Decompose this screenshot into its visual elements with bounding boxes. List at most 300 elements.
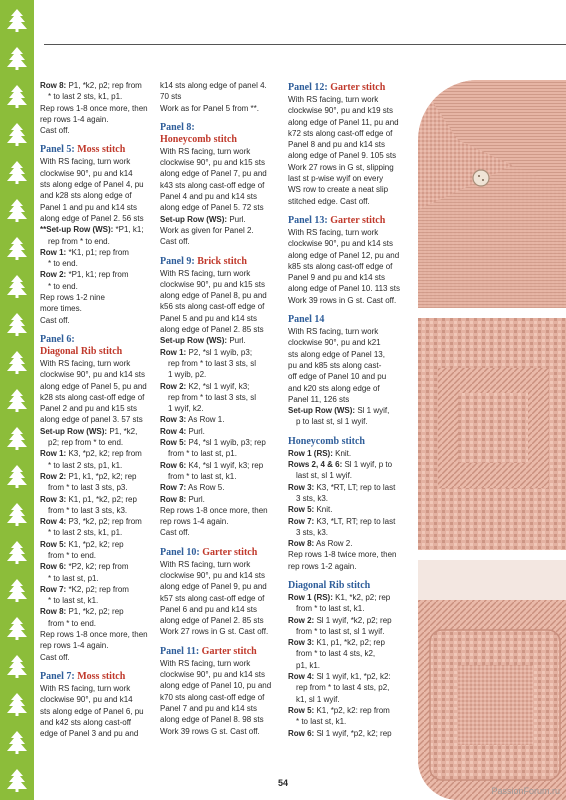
text-line [160, 669, 280, 680]
instruction-text: along edge of Panel 2. 85 sts [160, 325, 264, 335]
instruction-text: Sl 1 wyif, k1, *p2, k2: [314, 672, 391, 682]
text-line [160, 91, 280, 102]
text-line [288, 383, 413, 394]
tree-icon [5, 768, 29, 792]
text-line [40, 358, 155, 369]
text-line [40, 414, 155, 425]
panel-9-heading: Panel 9: Brick stitch [160, 255, 247, 267]
text-line [160, 703, 280, 714]
row-label: Row 2: [160, 381, 187, 391]
text-line [40, 460, 155, 471]
instruction-text: clockwise 90°, pu and k14 sts [160, 670, 266, 680]
instruction-text: Cast off. [40, 126, 70, 136]
panel-11-heading: Panel 11: Garter stitch [160, 645, 257, 657]
instruction-text: and k20 sts along edge of [288, 383, 380, 393]
diagonal-rib-body [288, 592, 413, 739]
instruction-text: Cast off. [40, 315, 70, 325]
row-label: Row 6: [288, 728, 315, 738]
instruction-text: As Row 5. [186, 483, 225, 493]
instruction-text: Work 39 rows G st. Cast off. [160, 726, 260, 736]
instruction-text: Rep rows 1-8 once more, then [160, 505, 268, 515]
instruction-text: p1, k1. [296, 660, 321, 670]
tree-icon [5, 426, 29, 450]
text-line [160, 626, 280, 637]
instruction-text: and k28 sts along edge of [40, 191, 132, 201]
instruction-text: k70 sts along cast-off edge of [160, 692, 265, 702]
text-line [288, 682, 413, 693]
instruction-text: Knit. [314, 505, 333, 515]
instruction-text: Panel 4 and pu and k14 sts [160, 192, 257, 202]
instruction-text: With RS facing, turn work [160, 559, 251, 569]
tree-icon [5, 160, 29, 184]
text-line [40, 573, 155, 584]
text-line [160, 225, 280, 236]
text-line [288, 94, 413, 105]
instruction-text: rep rows 1-2 again. [288, 561, 357, 571]
instruction-text: K1, p1, *k2, p2; rep [314, 638, 385, 648]
instruction-text: Panel 7 and pu and k14 sts [160, 703, 257, 713]
photo-column [418, 80, 566, 780]
text-line [40, 629, 155, 640]
text-line [160, 516, 280, 527]
text-line [160, 268, 280, 279]
text-line [40, 561, 155, 572]
instruction-text: along edge of Panel 2. 85 sts [160, 616, 264, 626]
instruction-text: Rep rows 1-2 nine [40, 293, 105, 303]
row-label: Row 5: [160, 438, 187, 448]
tree-icon [5, 312, 29, 336]
text-line [40, 236, 155, 247]
instruction-text: sts along edge of Panel 4, pu [40, 180, 144, 190]
text-line [160, 615, 280, 626]
tree-icon [5, 730, 29, 754]
instruction-text: clockwise 90°, pu and k14 sts [160, 570, 266, 580]
text-line [40, 539, 155, 550]
row-label: Row 5: [40, 539, 67, 549]
instruction-text: and k42 sts along cast-off [40, 717, 132, 727]
panel-14-body [288, 326, 413, 428]
instruction-text: k1, sl 1 wyif. [296, 694, 340, 704]
row-label: Row 6: [160, 460, 187, 470]
text-line [160, 426, 280, 437]
instruction-text: from * to last st, p1. [168, 449, 237, 459]
text-line [288, 105, 413, 116]
instruction-text: k56 sts along cast-off edge of [160, 302, 265, 312]
instruction-text: K3, *LT, RT; rep to last [314, 516, 396, 526]
text-line [40, 202, 155, 213]
text-line [288, 470, 413, 481]
text-line [160, 358, 280, 369]
tree-icon [5, 350, 29, 374]
text-line [160, 324, 280, 335]
text-line [40, 247, 155, 258]
instruction-text: * to end. [48, 281, 78, 291]
instruction-text: 3 sts, k3. [296, 493, 329, 503]
row-label: Row 2: [40, 471, 67, 481]
instruction-text: from * to last st, sl 1 wyif. [296, 626, 385, 636]
instruction-text: rep rows 1-4 again. [40, 114, 109, 124]
text-line [160, 448, 280, 459]
text-line [160, 392, 280, 403]
row-label: Row 1: [40, 247, 67, 257]
text-line [288, 603, 413, 614]
panel-12-body [288, 94, 413, 207]
text-line [288, 448, 413, 459]
tree-icon [5, 502, 29, 526]
instruction-text: clockwise 90°, pu and k14 [40, 168, 133, 178]
instruction-text: With RS facing, turn work [288, 327, 379, 337]
instruction-text: Panel 6 and pu and k14 sts [160, 604, 257, 614]
instruction-text: clockwise 90°, pu and k14 sts [40, 370, 146, 380]
instruction-text: K1, p1, *k2, p2; rep [66, 494, 137, 504]
instruction-text: 1 wyib, p2. [168, 370, 207, 380]
instruction-text: last st, sl 1 wyif. [296, 471, 353, 481]
honeycomb-body [288, 448, 413, 572]
instruction-text: Rep rows 1-8 once more, then [40, 103, 148, 113]
text-line [40, 706, 155, 717]
instruction-text: along edge of Panel 10, pu and [160, 681, 272, 691]
text-line [40, 168, 155, 179]
text-line [288, 416, 413, 427]
row-label: Row 3: [288, 638, 315, 648]
instruction-text: rep from * to last 4 sts, p2, [296, 683, 390, 693]
instruction-text: along edge of panel 3. 57 sts [40, 415, 143, 425]
instruction-text: along edge of Panel 9. 105 sts [288, 151, 397, 161]
text-line [40, 179, 155, 190]
watermark: PassionForum.ru [491, 786, 560, 796]
instruction-text: P4, *sl 1 wyib, p3; rep [186, 438, 266, 448]
panel-8-heading: Panel 8: Honeycomb stitch [160, 121, 237, 145]
instruction-text: K1, *p2, k2: rep from [314, 705, 390, 715]
tree-icon [5, 84, 29, 108]
text-line [160, 482, 280, 493]
text-line [160, 460, 280, 471]
text-line [160, 202, 280, 213]
panel-11-body [160, 658, 280, 737]
text-line [40, 640, 155, 651]
text-line [288, 615, 413, 626]
instruction-text: Work 27 rows in G st, slipping [288, 162, 394, 172]
column-3 [288, 82, 413, 739]
text-line [40, 426, 155, 437]
instruction-text: rep from * to end. [48, 236, 110, 246]
row-label: Set-up Row (WS): [288, 406, 356, 416]
instruction-text: Rep rows 1-8 once more, then [40, 630, 148, 640]
instruction-text: * to last 2 sts, p1, k1. [48, 460, 123, 470]
instruction-text: 70 sts [160, 92, 182, 102]
instruction-text: clockwise 90°, pu and k19 sts [288, 106, 394, 116]
instruction-text: off edge of Panel 10 and pu [288, 372, 387, 382]
text-line [160, 313, 280, 324]
text-line [288, 516, 413, 527]
text-line [40, 505, 155, 516]
text-line [288, 561, 413, 572]
instruction-text: sts along edge of Panel 6, pu [40, 706, 144, 716]
cushion-photo [418, 560, 566, 800]
text-line [160, 726, 280, 737]
row-label: Row 4: [288, 672, 315, 682]
instruction-text: With RS facing, turn work [40, 683, 131, 693]
text-line [160, 146, 280, 157]
instruction-text: Work as given for Panel 2. [160, 225, 254, 235]
instruction-text: rep from * to last 3 sts, sl [168, 392, 257, 402]
blanket-texture-photo [418, 318, 566, 550]
text-line [40, 381, 155, 392]
panel-9-body [160, 268, 280, 539]
text-line [40, 392, 155, 403]
text-line [160, 593, 280, 604]
text-line [288, 694, 413, 705]
text-line [160, 680, 280, 691]
panel-13-body [288, 227, 413, 306]
instruction-text: With RS facing, turn work [40, 358, 131, 368]
row-label: Row 7: [40, 584, 67, 594]
instruction-text: Sl 1 wyif, *k2, p2; rep [314, 615, 392, 625]
instruction-text: k43 sts along cast-off edge of [160, 180, 265, 190]
instruction-text: P1, *k2, p2; rep [66, 607, 124, 617]
text-line [288, 283, 413, 294]
row-label: Row 7: [288, 516, 315, 526]
instruction-text: more times. [40, 304, 82, 314]
text-line [40, 437, 155, 448]
tree-icon [5, 198, 29, 222]
instruction-text: p to last st, sl 1 wyif. [296, 417, 368, 427]
text-line [40, 471, 155, 482]
text-line [40, 618, 155, 629]
text-line [40, 527, 155, 538]
text-line [160, 403, 280, 414]
instruction-text: along edge of Panel 5, pu and [40, 381, 147, 391]
instruction-text: from * to last 3 sts, p3. [48, 483, 128, 493]
instruction-text: Work 27 rows in G st. Cast off. [160, 627, 269, 637]
tree-icon [5, 692, 29, 716]
tree-icon [5, 388, 29, 412]
page-number: 54 [277, 778, 289, 788]
instruction-text: K3, *p2, k2; rep from [66, 449, 142, 459]
text-line [160, 414, 280, 425]
text-line [288, 459, 413, 470]
instruction-text: stitched edge. Cast off. [288, 196, 370, 206]
text-line [288, 671, 413, 682]
instruction-text: Panel 11, 126 sts [288, 394, 350, 404]
text-line [288, 394, 413, 405]
instruction-text: clockwise 90°, pu and k21 [288, 338, 381, 348]
tree-icon [5, 274, 29, 298]
text-line [288, 184, 413, 195]
instruction-text: from * to last 3 sts, k3. [48, 505, 128, 515]
instruction-text: k72 sts along cast-off edge of [288, 128, 393, 138]
panel-8-body [160, 146, 280, 248]
text-line [40, 80, 155, 91]
text-line [288, 538, 413, 549]
instruction-text: Work as for Panel 5 from **. [160, 103, 259, 113]
text-line [40, 315, 155, 326]
text-line [160, 369, 280, 380]
text-line [40, 91, 155, 102]
text-line [288, 405, 413, 416]
instruction-text: As Row 1. [186, 415, 225, 425]
panel-7-heading: Panel 7: Moss stitch [40, 670, 126, 682]
instruction-text: P2, *sl 1 wyib, p3; [186, 347, 253, 357]
text-line [40, 717, 155, 728]
text-line [160, 236, 280, 247]
text-line [160, 214, 280, 225]
instruction-text: *K2, p2; rep from [66, 584, 129, 594]
text-line [288, 549, 413, 560]
text-line [40, 258, 155, 269]
instruction-text: Cast off. [160, 528, 190, 538]
text-line [40, 494, 155, 505]
instruction-text: clockwise 90°, pu and k15 sts [160, 279, 266, 289]
instruction-text: With RS facing, turn work [160, 658, 251, 668]
text-line [288, 196, 413, 207]
text-line [40, 448, 155, 459]
row-label: Set-up Row (WS): [160, 214, 228, 224]
instruction-text: rep rows 1-4 again. [40, 641, 109, 651]
panel-14-heading: Panel 14 [288, 314, 325, 326]
row-label: Row 2: [288, 615, 315, 625]
text-line [288, 349, 413, 360]
text-line [40, 403, 155, 414]
text-line [40, 190, 155, 201]
row-label: Row 8: [40, 607, 67, 617]
tree-icon [5, 464, 29, 488]
text-line [160, 559, 280, 570]
text-line [288, 295, 413, 306]
instruction-text: P3, *k2, p2; rep from [66, 517, 142, 527]
instruction-text: 1 wyif, k2. [168, 404, 204, 414]
text-line [160, 157, 280, 168]
instruction-text: With RS facing, turn work [288, 227, 379, 237]
text-line [40, 482, 155, 493]
instruction-text: along edge of Panel 10. 113 sts [288, 284, 400, 294]
instruction-text: Cast off. [40, 652, 70, 662]
column-1-top [40, 80, 155, 136]
text-line [40, 683, 155, 694]
panel-10-heading: Panel 10: Garter stitch [160, 546, 258, 558]
instruction-text: sts along edge of Panel 13, [288, 349, 385, 359]
text-line [160, 381, 280, 392]
instruction-text: rep from * to last 3 sts, sl [168, 358, 257, 368]
header-rule [44, 44, 566, 45]
text-line [160, 290, 280, 301]
row-label: Row 2: [40, 270, 67, 280]
text-line [40, 125, 155, 136]
instruction-text: *P1, k1; rep from [66, 270, 129, 280]
instruction-text: P1, *k2, [107, 426, 138, 436]
text-line [160, 714, 280, 725]
honeycomb-heading: Honeycomb stitch [288, 435, 365, 447]
text-line [288, 272, 413, 283]
text-line [288, 128, 413, 139]
text-line [288, 660, 413, 671]
instruction-text: from * to last st, k1. [168, 471, 237, 481]
text-line [288, 705, 413, 716]
text-line [40, 728, 155, 739]
instruction-text: from * to last st, k1. [296, 604, 365, 614]
instruction-text: k57 sts along cast-off edge of [160, 593, 265, 603]
instruction-text: With RS facing, turn work [288, 95, 379, 104]
instruction-text: * to last 2 sts, k1, p1. [48, 92, 123, 102]
instruction-text: K4, *sl 1 wyif, k3; rep [186, 460, 264, 470]
instruction-text: With RS facing, turn work [40, 157, 131, 167]
text-line [160, 301, 280, 312]
text-line [40, 595, 155, 606]
tree-icon [5, 46, 29, 70]
text-line [288, 716, 413, 727]
instruction-text: Panel 9 and pu and k14 sts [288, 273, 385, 283]
row-label: Row 1: [160, 347, 187, 357]
instruction-text: clockwise 90°, pu and k15 sts [160, 158, 266, 168]
text-line [40, 550, 155, 561]
text-line [288, 371, 413, 382]
tree-icon [5, 578, 29, 602]
text-line [160, 471, 280, 482]
text-line [160, 335, 280, 346]
instruction-text: * to last st, k1. [296, 717, 347, 727]
row-label: Set-up Row (WS): [160, 336, 228, 346]
instruction-text: from * to last 4 sts, k2, [296, 649, 376, 659]
text-line [40, 369, 155, 380]
instruction-text: * to last st, p1. [48, 573, 99, 583]
text-line [40, 156, 155, 167]
instruction-text: P1, k1, *p2, k2; rep [66, 471, 137, 481]
text-line [288, 592, 413, 603]
text-line [288, 360, 413, 371]
text-line [288, 162, 413, 173]
text-line [40, 652, 155, 663]
instruction-text: along edge of Panel 2. 56 sts [40, 213, 144, 223]
instruction-text: Knit. [332, 448, 352, 458]
row-label: Row 1 (RS): [288, 448, 333, 458]
text-line [288, 527, 413, 538]
instruction-text: k28 sts along cast-off edge of [40, 392, 145, 402]
text-line [40, 269, 155, 280]
instruction-text: along edge of Panel 7, pu and [160, 169, 267, 179]
column-2-top [160, 80, 280, 114]
text-line [288, 261, 413, 272]
text-line [40, 516, 155, 527]
instruction-text: *K1, p1; rep from [66, 247, 129, 257]
row-label: **Set-up Row (WS): [40, 225, 114, 235]
panel-5-heading: Panel 5: Moss stitch [40, 144, 126, 156]
instruction-text: pu and k85 sts along cast- [288, 360, 382, 370]
text-line [288, 227, 413, 238]
instruction-text: rep rows 1-4 again. [160, 517, 229, 527]
text-line [40, 224, 155, 235]
instruction-text: Rep rows 1-8 twice more, then [288, 550, 397, 560]
text-line [40, 292, 155, 303]
text-line [288, 238, 413, 249]
text-line [288, 117, 413, 128]
text-line [288, 648, 413, 659]
tree-icon [5, 236, 29, 260]
row-label: Row 4: [40, 517, 67, 527]
instruction-text: Work 39 rows in G st. Cast off. [288, 295, 397, 305]
panel-6-heading: Panel 6: Diagonal Rib stitch [40, 333, 123, 357]
text-line [40, 281, 155, 292]
instruction-text: Sl 1 wyif, p to [342, 460, 393, 470]
instruction-text: P1, *k2, p2; rep from [66, 81, 142, 90]
text-line [288, 637, 413, 648]
instruction-text: from * to end. [48, 550, 97, 560]
panel-5-body [40, 156, 155, 325]
instruction-text: * to last 2 sts, k1, p1. [48, 528, 123, 538]
instruction-text: edge of Panel 3 and pu and [40, 729, 139, 739]
text-line [160, 570, 280, 581]
panel-12-heading: Panel 12: Garter stitch [288, 82, 386, 93]
instruction-text: Panel 1 and pu and k14 sts [40, 202, 137, 212]
